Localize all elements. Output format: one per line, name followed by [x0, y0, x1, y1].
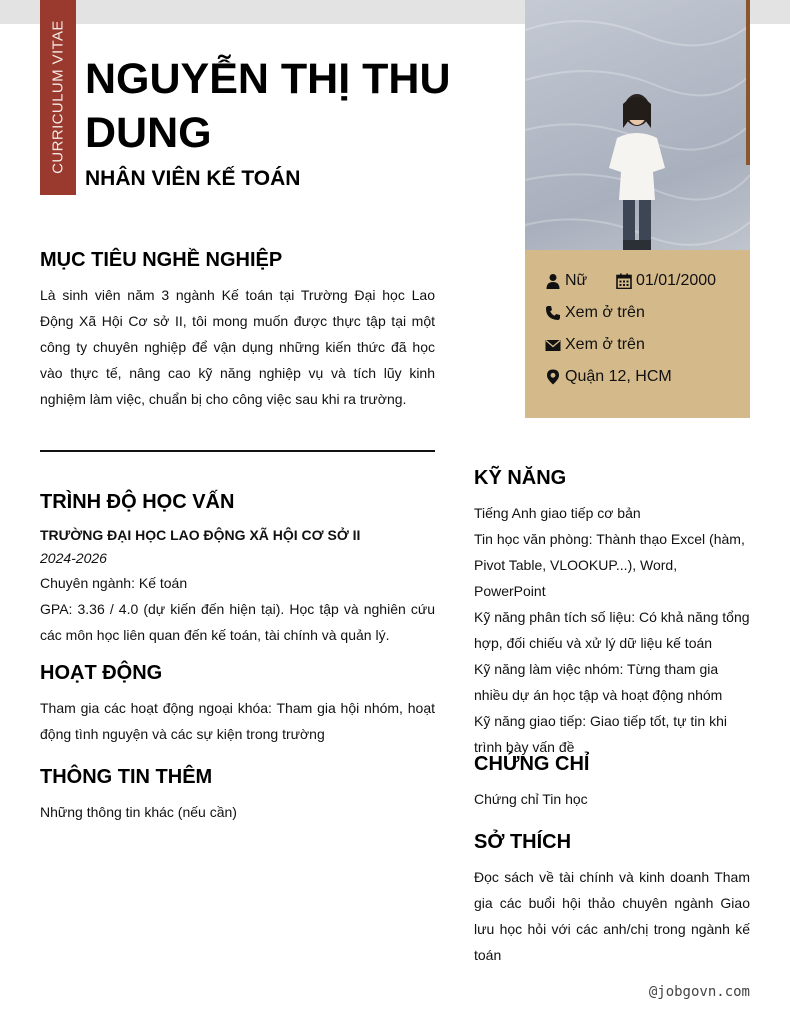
cv-tab-label: CURRICULUM VITAE [49, 20, 67, 174]
section-divider [40, 450, 435, 452]
education-major: Chuyên ngành: Kế toán [40, 575, 188, 591]
education-period: 2024-2026 [40, 550, 107, 566]
skill-item: Tin học văn phòng: Thành thạo Excel (hàm, Pivot Table, VLOOKUP...), Word, PowerPoint [474, 531, 745, 599]
hobbies-title: SỞ THÍCH [474, 831, 572, 853]
phone-item [545, 304, 645, 322]
objective-text: Là sinh viên năm 3 ngành Kế toán tại Trường Đại học Lao Động Xã Hội Cơ sở II, tôi mong muốn được thực tập tại một công ty chuyên nghiệp để vận dụng những kiến thức đã học vào thực tế, nâng cao kỹ năng nghiệp vụ và tích lũy kinh nghiệm làm việc, chuẩn bị cho công việc sau khi ra trường. [40, 287, 435, 407]
skills-title: KỸ NĂNG [474, 467, 567, 489]
objective-title: MỤC TIÊU NGHỀ NGHIỆP [40, 249, 283, 271]
skill-item: Kỹ năng phân tích số liệu: Có khả năng tổng hợp, đối chiếu và xử lý dữ liệu kế toán [474, 609, 750, 651]
profile-photo [525, 0, 750, 250]
gender-item [545, 272, 587, 290]
skill-item: Tiếng Anh giao tiếp cơ bản [474, 505, 641, 521]
location-pin-icon [545, 369, 561, 385]
education-title: TRÌNH ĐỘ HỌC VẤN [40, 491, 235, 513]
skill-item: Kỹ năng giao tiếp: Giao tiếp tốt, tự tin khi trình bày vấn đề [474, 713, 727, 755]
calendar-icon [616, 273, 632, 289]
phone-icon [545, 305, 561, 321]
education-gpa: GPA: 3.36 / 4.0 (dự kiến đến hiện tại). Học tập và nghiên cứu các môn học liên quan đến kế toán, tài chính và quản lý. [40, 601, 435, 643]
phone-value: Xem ở trên [565, 304, 645, 321]
contact-box [525, 250, 750, 418]
job-title: NHÂN VIÊN KẾ TOÁN [85, 167, 301, 190]
skill-item: Kỹ năng làm việc nhóm: Từng tham gia nhiều dự án học tập và hoạt động nhóm [474, 661, 723, 703]
hobbies-text: Đọc sách về tài chính và kinh doanh Tham gia các buổi hội thảo chuyên ngành Giao lưu học hỏi với các anh/chị trong ngành kế toán [474, 869, 750, 963]
email-value: Xem ở trên [565, 336, 645, 353]
activities-title: HOẠT ĐỘNG [40, 662, 163, 684]
birthday-item [616, 272, 716, 290]
skills-list [474, 500, 750, 760]
person-icon [545, 273, 561, 289]
profile-photo-figure [525, 0, 750, 250]
more-info-title: THÔNG TIN THÊM [40, 766, 213, 788]
door-frame-edge [746, 0, 750, 165]
footer-watermark: @jobgovn.com [648, 984, 750, 1000]
candidate-name: NGUYỄN THỊ THU DUNG [85, 55, 451, 157]
email-item [545, 336, 645, 354]
envelope-icon [545, 337, 561, 353]
birthday-value: 01/01/2000 [636, 272, 717, 289]
address-item [545, 368, 672, 386]
certificates-title: CHỨNG CHỈ [474, 753, 590, 775]
certificates-text: Chứng chỉ Tin học [474, 791, 588, 807]
more-info-text: Những thông tin khác (nếu cần) [40, 804, 237, 820]
activities-text: Tham gia các hoạt động ngoại khóa: Tham gia hội nhóm, hoạt động tình nguyện và các sự kiện trong trường [40, 700, 435, 742]
gender-value: Nữ [565, 272, 588, 289]
address-value: Quận 12, HCM [565, 368, 672, 385]
education-school: TRƯỜNG ĐẠI HỌC LAO ĐỘNG XÃ HỘI CƠ SỞ II [40, 527, 361, 543]
curriculum-vitae-tab [40, 0, 76, 195]
